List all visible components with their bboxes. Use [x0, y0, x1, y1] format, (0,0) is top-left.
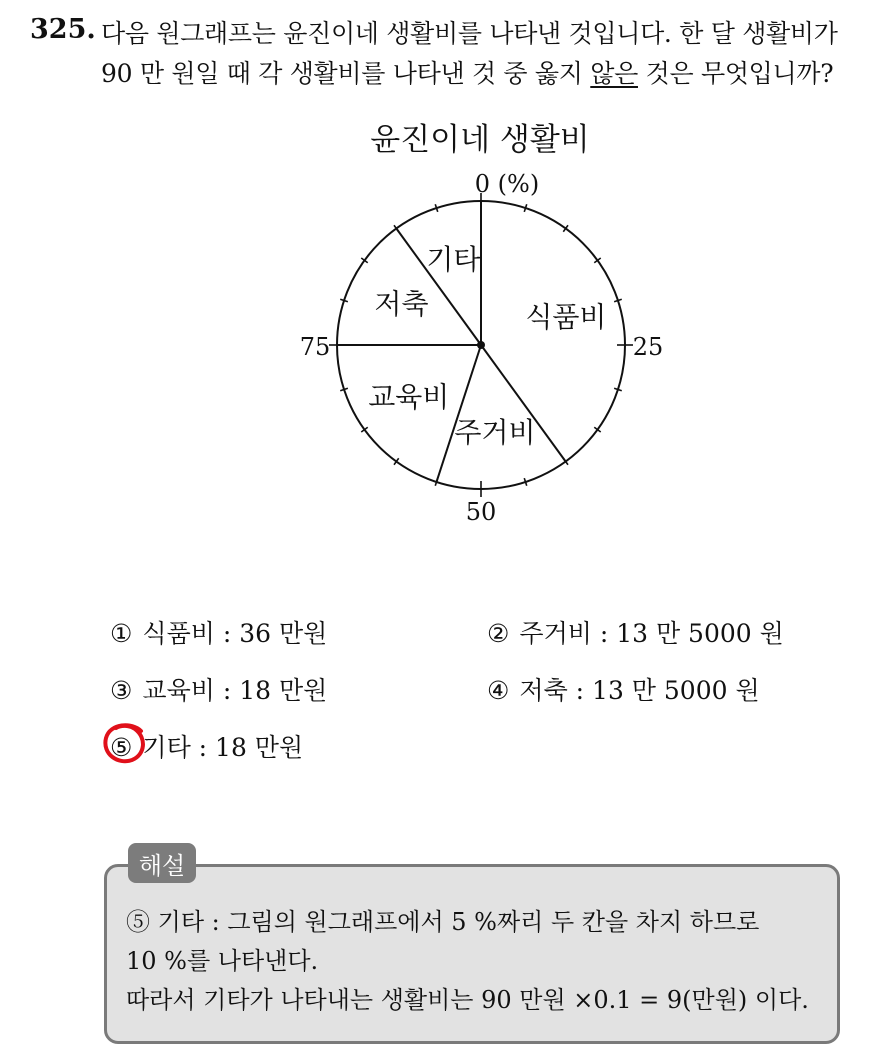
explanation-tag: 해설	[128, 843, 196, 883]
choice-5-number: ⑤	[110, 733, 133, 762]
choice-2-number: ②	[487, 619, 510, 648]
question-line-2	[101, 54, 833, 90]
choice-1-number: ①	[110, 619, 133, 648]
pie-chart	[0, 110, 884, 540]
question-line-1: 다음 원그래프는 윤진이네 생활비를 나타낸 것입니다. 한 달 생활비가	[101, 19, 838, 48]
scale-label-75: 75	[299, 333, 331, 361]
explanation-line-3: 따라서 기타가 나타내는 생활비는 90 만원 ×0.1 = 9(만원) 이다.	[126, 986, 809, 1014]
question-number: 325.	[30, 14, 96, 45]
choice-4-text: 저축 : 13 만 5000 원	[519, 676, 760, 705]
question-line-2-end: 것은 무엇입니까?	[637, 59, 834, 88]
choice-3[interactable]	[110, 671, 327, 707]
choice-1[interactable]	[110, 614, 327, 650]
choice-4[interactable]	[487, 671, 760, 707]
choice-2[interactable]	[487, 614, 784, 650]
choice-1-text: 식품비 : 36 만원	[142, 619, 328, 648]
pie-slice-label-3: 교육비	[368, 380, 450, 414]
choice-4-number: ④	[487, 676, 510, 705]
choice-3-number: ③	[110, 676, 133, 705]
question-line-2-start: 90 만 원일 때 각 생활비를 나타낸 것 중 옳지	[101, 59, 591, 88]
pie-slice-label-2: 주거비	[454, 416, 536, 450]
choice-5-text: 기타 : 18 만원	[142, 733, 304, 762]
scale-label-50: 50	[465, 498, 497, 526]
scale-label-0: 0 (%)	[474, 170, 540, 198]
explanation-line-2: 10 %를 나타낸다.	[126, 947, 319, 975]
choice-2-text: 주거비 : 13 만 5000 원	[519, 619, 784, 648]
pie-labels	[368, 243, 606, 449]
scale-label-25: 25	[632, 333, 664, 361]
chart-title: 윤진이네 생활비	[370, 122, 590, 158]
pie-slice-label-1: 식품비	[525, 300, 607, 334]
pie-slice-label-4: 저축	[374, 287, 429, 321]
underlined-word: 않은	[590, 59, 638, 88]
explanation-line-1: ⑤ 기타 : 그림의 원그래프에서 5 %짜리 두 칸을 차지 하므로	[126, 908, 760, 936]
answer-circle-mark	[101, 721, 149, 767]
pie-center-dot	[477, 341, 485, 349]
pie-slice-label-5: 기타	[426, 243, 481, 277]
choice-3-text: 교육비 : 18 만원	[142, 676, 328, 705]
